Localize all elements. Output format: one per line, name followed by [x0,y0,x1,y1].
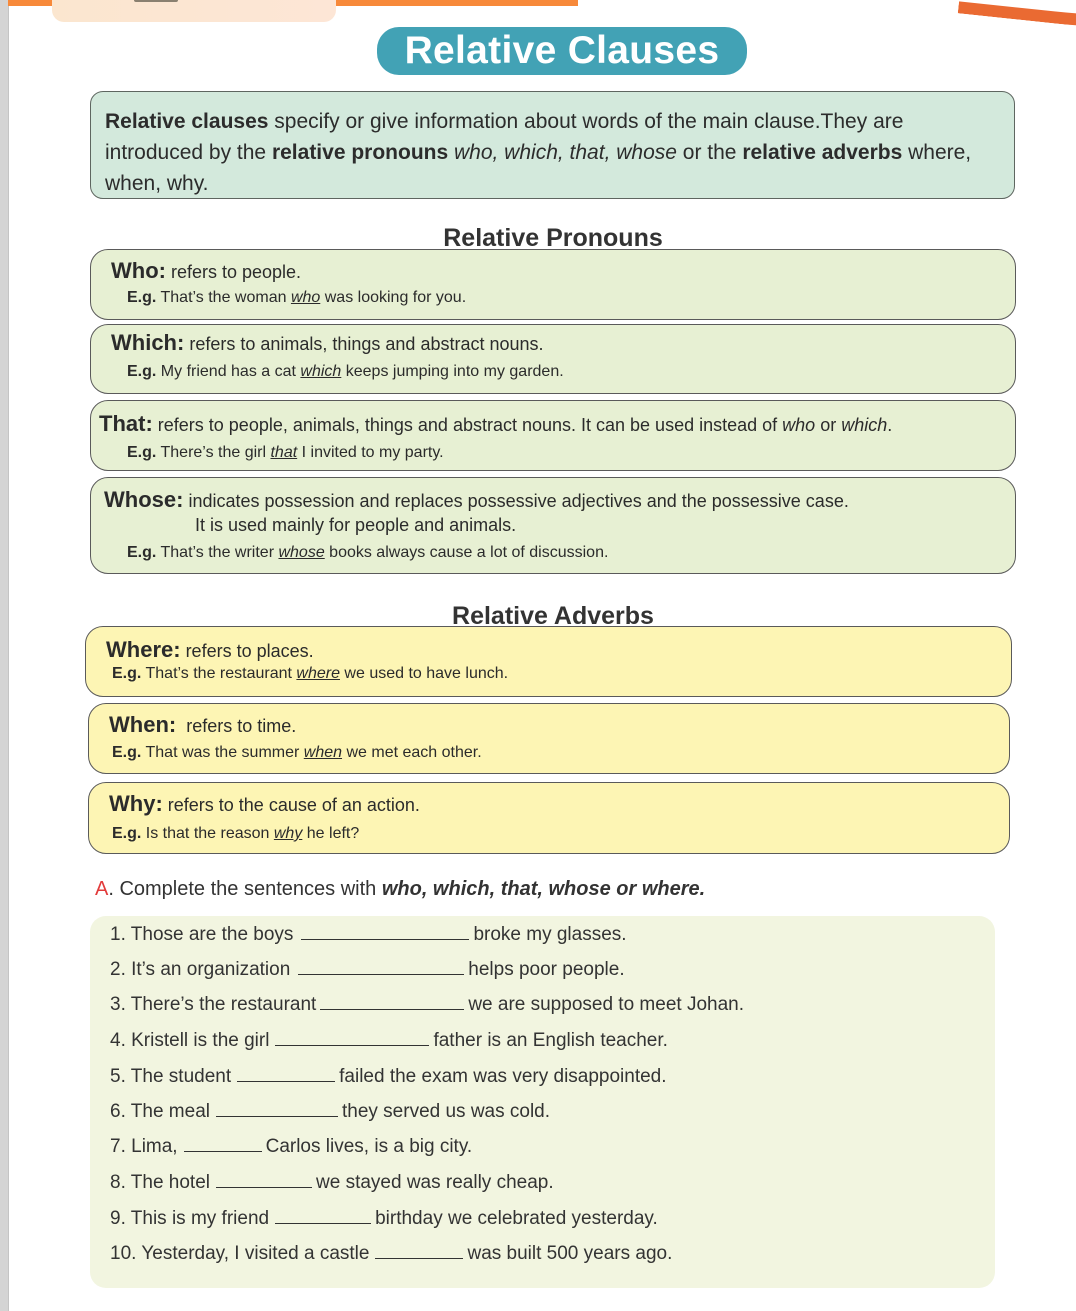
answer-blank[interactable] [184,1135,262,1152]
adverb-definition: refers to the cause of an action. [162,795,420,815]
intro-term: Relative clauses [105,110,269,133]
pronoun-definition: . [887,415,893,435]
top-orange-band-tip [560,0,578,6]
sentence-start: 2. It’s an organization [110,959,291,980]
eg-text: That’s the restaurant [141,665,297,682]
adverb-definition: refers to time. [176,716,297,736]
answer-blank[interactable] [216,1171,312,1188]
page-edge-bar [0,0,9,1311]
answer-blank[interactable] [237,1065,335,1082]
sentence-start: 4. Kristell is the girl [110,1030,270,1051]
sentence-end: Carlos lives, is a big city. [265,1136,473,1157]
top-tab-handle [134,0,178,2]
eg-keyword: why [273,825,303,842]
pronoun-definition: refers to animals, things and abstract nouns. [184,334,544,354]
pronoun-definition-keyword: which [841,415,888,435]
eg-label: E.g. [127,363,157,380]
adverb-box-why [88,782,1010,854]
answer-blank[interactable] [275,1029,429,1046]
eg-text: I invited to my party. [297,444,444,461]
eg-keyword: whose [278,544,325,561]
exercise-heading [95,878,705,901]
eg-label: E.g. [112,825,142,842]
pronoun-term: That: [99,411,153,436]
eg-text: we used to have lunch. [339,665,509,682]
sentence-start: 1. Those are the boys [110,924,294,945]
sentence-start: 3. There’s the restaurant [110,994,317,1015]
exercise-sentence [110,1065,667,1088]
answer-blank[interactable] [298,958,464,975]
sentence-end: they served us was cold. [341,1101,551,1122]
adverb-term: When: [109,712,177,737]
sentence-start: 7. Lima, [110,1136,178,1157]
answer-blank[interactable] [320,993,464,1010]
pronoun-definition: refers to people. [165,262,302,282]
exercise-sentence [110,958,625,981]
intro-box [90,91,1015,199]
eg-keyword: when [303,744,343,761]
answer-blank[interactable] [216,1100,338,1117]
sentence-start: 6. The meal [110,1101,210,1122]
pronoun-term: Whose: [104,487,184,512]
answer-blank[interactable] [301,923,469,940]
pronoun-box-whose [90,477,1016,574]
exercise-word-list: who, which, that, whose or where. [381,878,706,900]
pronoun-definition-keyword: who [782,415,816,435]
sentence-start: 5. The student [110,1066,232,1087]
exercise-sentence [110,1029,668,1052]
intro-pronouns-label: relative pronouns [271,141,449,164]
sentence-start: 10. Yesterday, I visited a castle [110,1243,370,1264]
pronoun-box-which [90,324,1016,394]
pronoun-definition: refers to people, animals, things and abstract nouns. It can be used instead of [152,415,783,435]
eg-text: That’s the writer [156,544,279,561]
pronoun-definition-line2: It is used mainly for people and animals. [195,515,517,535]
eg-text: he left? [302,825,360,842]
adverb-box-where [85,626,1012,697]
sentence-end: we are supposed to meet Johan. [468,994,744,1015]
eg-keyword: which [300,363,342,380]
top-tab-decoration [52,0,336,22]
eg-text: Is that the reason [141,825,274,842]
sentence-start: 8. The hotel [110,1172,211,1193]
page-title: Relative Clauses [377,27,747,75]
intro-adverbs-label: relative adverbs [742,141,903,164]
eg-text: My friend has a cat [156,363,301,380]
eg-label: E.g. [127,544,157,561]
pronoun-definition: indicates possession and replaces possessive adjectives and the possessive case. [183,491,849,511]
exercise-sentence [110,1242,672,1265]
exercise-sentence [110,993,744,1016]
sentence-end: broke my glasses. [473,924,627,945]
pronoun-box-who [90,249,1016,320]
eg-label: E.g. [127,289,157,306]
sentence-end: failed the exam was very disappointed. [339,1066,667,1087]
exercise-sentence [110,1135,472,1158]
eg-text: we met each other. [342,744,482,761]
pronoun-term: Who: [111,258,166,283]
answer-blank[interactable] [375,1242,463,1259]
pronoun-definition: or [815,415,842,435]
adverbs-section-title: Relative Adverbs [452,602,654,630]
eg-keyword: where [296,665,340,682]
intro-pronouns-list: who, which, that, whose [448,141,677,164]
eg-label: E.g. [112,744,142,761]
exercise-letter: A [95,878,109,900]
sentence-end: we stayed was really cheap. [316,1172,554,1193]
eg-text: was looking for you. [320,289,467,306]
eg-text: There’s the girl [156,444,271,461]
eg-keyword: who [290,289,321,306]
pronoun-box-that [90,400,1016,471]
exercise-instruction: . Complete the sentences with [108,878,382,900]
eg-label: E.g. [112,665,142,682]
adverb-term: Why: [109,791,163,816]
eg-keyword: that [270,444,298,461]
sentence-end: father is an English teacher. [433,1030,668,1051]
intro-adverbs-list: where, when, why. [105,141,972,195]
sentence-start: 9. This is my friend [110,1208,270,1229]
eg-text: keeps jumping into my garden. [341,363,564,380]
sentence-end: was built 500 years ago. [467,1243,673,1264]
eg-text: books always cause a lot of discussion. [324,544,609,561]
pronouns-section-title: Relative Pronouns [443,224,663,252]
pronoun-term: Which: [111,330,185,355]
adverb-box-when [88,703,1010,774]
eg-text: That was the summer [141,744,304,761]
eg-label: E.g. [127,444,157,461]
exercise-sentence [110,1171,554,1194]
exercise-sentence [110,1207,658,1230]
top-right-swoosh [958,0,1076,38]
sentence-end: helps poor people. [468,959,625,980]
eg-text: That’s the woman [156,289,291,306]
intro-text-2: or the [676,141,743,164]
adverb-term: Where: [106,637,181,662]
sentence-end: birthday we celebrated yesterday. [375,1208,658,1229]
exercise-sentence [110,1100,550,1123]
intro-text: specify or give information about words of the main clause.They are introduced by the [105,110,904,164]
adverb-definition: refers to places. [180,641,314,661]
answer-blank[interactable] [275,1207,371,1224]
exercise-sentence [110,923,627,946]
